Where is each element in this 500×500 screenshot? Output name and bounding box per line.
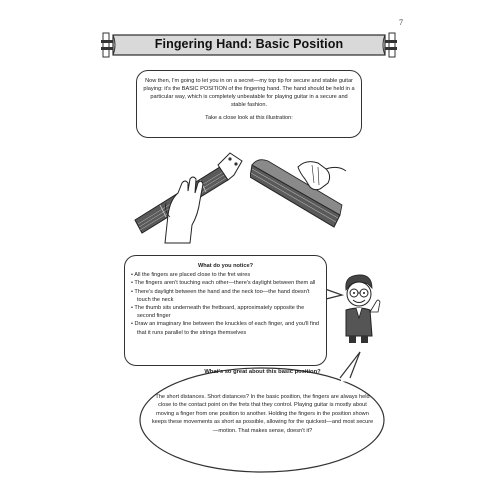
bottom-text: The short distances. Short distances? In the basic position, the fingers are always held close to the contact point on the frets that they control. Playing guitar is mostly about moving a finger from one position to another. Holding the fingers in the position shown keeps these movements as short as possible, allowing for the quickest—and most secure—motion. That makes sense, doesn't it? xyxy=(151,394,374,434)
page-title: Fingering Hand: Basic Position xyxy=(154,37,344,51)
intro-look-text: Take a close look at this illustration: xyxy=(205,115,293,121)
notice-item: • The thumb sits underneath the fretboard, approximately opposite the second finger xyxy=(131,304,320,320)
notice-item: • Draw an imaginary line between the knuckles of each finger, and you'll find that it runs parallel to the strings themselves xyxy=(131,320,320,336)
notice-item: • There's daylight between the hand and the neck too—the hand doesn't touch the neck xyxy=(131,288,320,304)
bottom-heading: What's so great about this basic position? xyxy=(204,369,321,375)
intro-text: Now then, I'm going to let you in on a secret—my top tip for secure and stable guitar playing: it's the BASIC POSITION of the fingering hand. The hand should be held in a particular way, which is completely unbeatable for playing guitar in a secure and stable fashion. xyxy=(143,78,355,108)
notice-heading: What do you notice? xyxy=(197,263,253,269)
notice-item: • All the fingers are placed close to the fret wires xyxy=(131,271,320,279)
notice-item: • The fingers aren't touching each other—there's daylight between them all xyxy=(131,279,320,287)
page-number: 7 xyxy=(399,18,403,27)
